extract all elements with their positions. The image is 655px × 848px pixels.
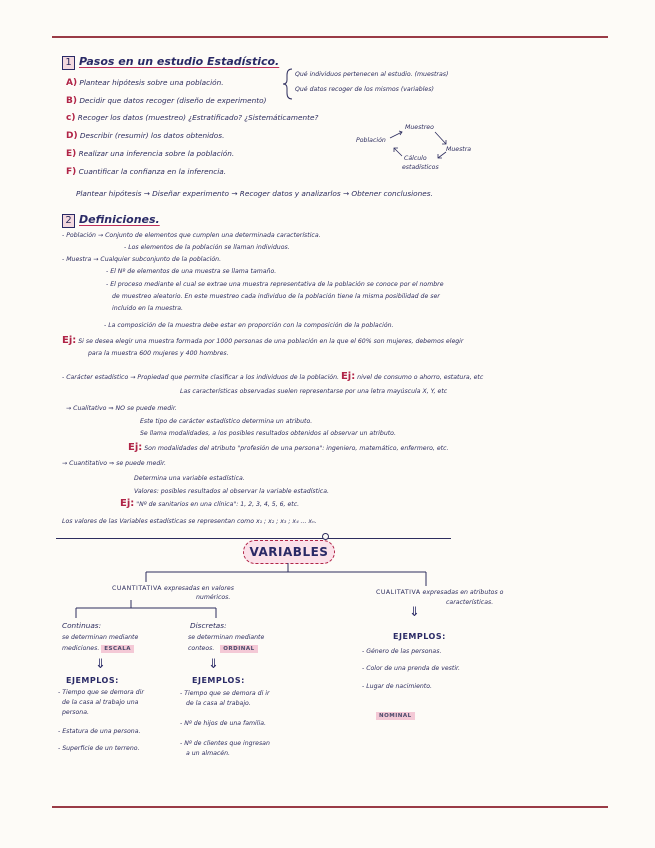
discretas-desc-2: conteos. ORDINAL: [188, 645, 258, 653]
cycle-poblacion: Población: [356, 137, 386, 144]
continuas-desc-1: se determinan mediante: [62, 634, 139, 641]
section-2-title: Definiciones.: [79, 213, 160, 226]
def-cuantitativo: → Cuantitativo ⇒ se puede medir.: [62, 460, 166, 467]
section-1-title: Pasos en un estudio Estadístico.: [79, 55, 280, 68]
def-caracter: - Carácter estadístico → Propiedad que permite clasificar a los individuos de la población. Ej: nivel de consumo o ahorro, estatura, etc: [62, 371, 484, 382]
step-b: B) Decidir que datos recoger (diseño de experimento): [66, 96, 267, 106]
cycle-muestreo: Muestreo: [405, 124, 434, 131]
continuas-item-3: - Superficie de un terreno.: [58, 745, 140, 752]
discretas-ejemplos: EJEMPLOS:: [192, 676, 245, 685]
def-cualitativo-ej: Ej: Son modalidades del atributo "profesión de una persona": ingeniero, matemático, enfermero, etc.: [128, 442, 449, 453]
discretas-arrow-icon: ⇓: [208, 657, 219, 672]
cualitativa-desc: características.: [446, 599, 494, 606]
discretas-title: Discretas:: [190, 621, 227, 630]
page-top-border: [52, 36, 608, 38]
nominal-tag: NOMINAL: [376, 702, 415, 721]
def-cualitativo: → Cualitativo ⇒ NO se puede medir.: [66, 405, 177, 412]
cualitativa-item-1: - Género de las personas.: [362, 648, 442, 655]
def-cuantitativo-2: Determina una variable estadística.: [134, 475, 245, 482]
def-cualitativo-2: Este tipo de carácter estadístico determina un atributo.: [140, 418, 313, 425]
page-bottom-border: [52, 806, 608, 808]
step-d: D) Describir (resumir) los datos obtenidos.: [66, 131, 225, 141]
discretas-item-3a: - Nº de clientes que ingresan: [180, 740, 270, 747]
def-muestra-3a: - El proceso mediante el cual se extrae una muestra representativa de la población se conoce por el nombre: [106, 281, 444, 288]
continuas-item-1b: de la casa al trabajo una: [62, 699, 139, 706]
cycle-calculo: Cálculo: [404, 155, 427, 162]
ejemplo-1: Ej: Si se desea elegir una muestra formada por 1000 personas de una población en la que el 60% son mujeres, debemos elegir: [62, 335, 464, 346]
discretas-item-2: - Nº de hijos de una familia.: [180, 720, 266, 727]
discretas-item-3b: a un almacén.: [186, 750, 230, 757]
continuas-desc-2: mediciones. ESCALA: [62, 645, 134, 653]
cuantitativa-label: CUANTITATIVA expresadas en valores: [112, 585, 234, 592]
continuas-item-1a: - Tiempo que se demora dir: [58, 689, 144, 696]
cycle-muestra: Muestra: [446, 146, 472, 153]
down-arrow-icon: ⇓: [409, 605, 420, 620]
cualitativa-item-2: - Color de una prenda de vestir.: [362, 665, 460, 672]
def-caracter-b: Las características observadas suelen representarse por una letra mayúscula X, Y, etc: [180, 388, 448, 395]
step-a: A) Plantear hipótesis sobre una población.: [66, 78, 224, 88]
def-muestra-3b: de muestreo aleatorio. En este muestreo cada individuo de la población tiene la misma posibilidad de ser: [112, 293, 440, 300]
continuas-item-1c: persona.: [62, 709, 89, 716]
section-1-number: 1: [62, 56, 75, 70]
section-2-heading: [62, 208, 160, 228]
continuas-ejemplos: EJEMPLOS:: [66, 676, 119, 685]
cuantitativa-desc: numéricos.: [196, 594, 231, 601]
step-f: F) Cuantificar la confianza en la inferencia.: [66, 167, 227, 177]
def-poblacion: - Población → Conjunto de elementos que cumplen una determinada característica.: [62, 232, 321, 239]
variables-title: VARIABLES: [243, 540, 335, 564]
step-c: c) Recoger los datos (muestreo) ¿Estratificado? ¿Sistemáticamente?: [66, 113, 319, 123]
cualitativa-ejemplos: EJEMPLOS:: [393, 632, 446, 641]
discretas-desc-1: se determinan mediante: [188, 634, 265, 641]
step-e: E) Realizar una inferencia sobre la población.: [66, 149, 235, 159]
def-cuantitativo-3: Valores: posibles resultados al observar la variable estadística.: [134, 488, 329, 495]
brace-icon: [282, 67, 294, 101]
section-1-heading: [62, 50, 279, 70]
def-muestra-3c: incluido en la muestra.: [112, 305, 183, 312]
ejemplo-1-b: para la muestra 600 mujeres y 400 hombres.: [88, 350, 229, 357]
def-cuantitativo-ej: Ej: "Nº de sanitarios en una clínica": 1, 2, 3, 4, 5, 6, etc.: [120, 498, 300, 509]
discretas-item-1a: - Tiempo que se demora di ir: [180, 690, 270, 697]
cycle-estadisticos: estadísticos: [402, 164, 439, 171]
cualitativa-label: CUALITATIVA expresadas en atributos o: [376, 589, 504, 596]
flow-line: Plantear hipótesis → Diseñar experimento → Recoger datos y analizarlos → Obtener conclusiones.: [76, 189, 433, 198]
continuas-arrow-icon: ⇓: [95, 657, 106, 672]
continuas-title: Continuas:: [62, 621, 102, 630]
section-divider: [56, 538, 451, 539]
def-muestra-2: - El Nº de elementos de una muestra se llama tamaño.: [106, 268, 277, 275]
continuas-item-2: - Estatura de una persona.: [58, 728, 141, 735]
cycle-arrows-icon: [380, 126, 460, 166]
def-muestra: - Muestra → Cualquier subconjunto de la población.: [62, 256, 222, 263]
discretas-item-1b: de la casa al trabajo.: [186, 700, 251, 707]
def-valores: Los valores de las Variables estadísticas se representan como x₁ ; x₂ ; x₃ ; x₄ ... xₙ.: [62, 518, 317, 525]
divider-ring-icon: [322, 533, 329, 540]
def-cualitativo-3: Se llama modalidades, a los posibles resultados obtenidos al observar un atributo.: [140, 430, 396, 437]
brace-item-1: Qué individuos pertenecen al estudio. (muestras): [295, 71, 449, 78]
def-poblacion-2: - Los elementos de la población se llaman individuos.: [124, 244, 290, 251]
def-muestra-4: - La composición de la muestra debe estar en proporción con la composición de la población.: [104, 322, 394, 329]
section-2-number: 2: [62, 214, 75, 228]
cualitativa-item-3: - Lugar de nacimiento.: [362, 683, 432, 690]
brace-item-2: Qué datos recoger de los mismos (variables): [295, 86, 434, 93]
